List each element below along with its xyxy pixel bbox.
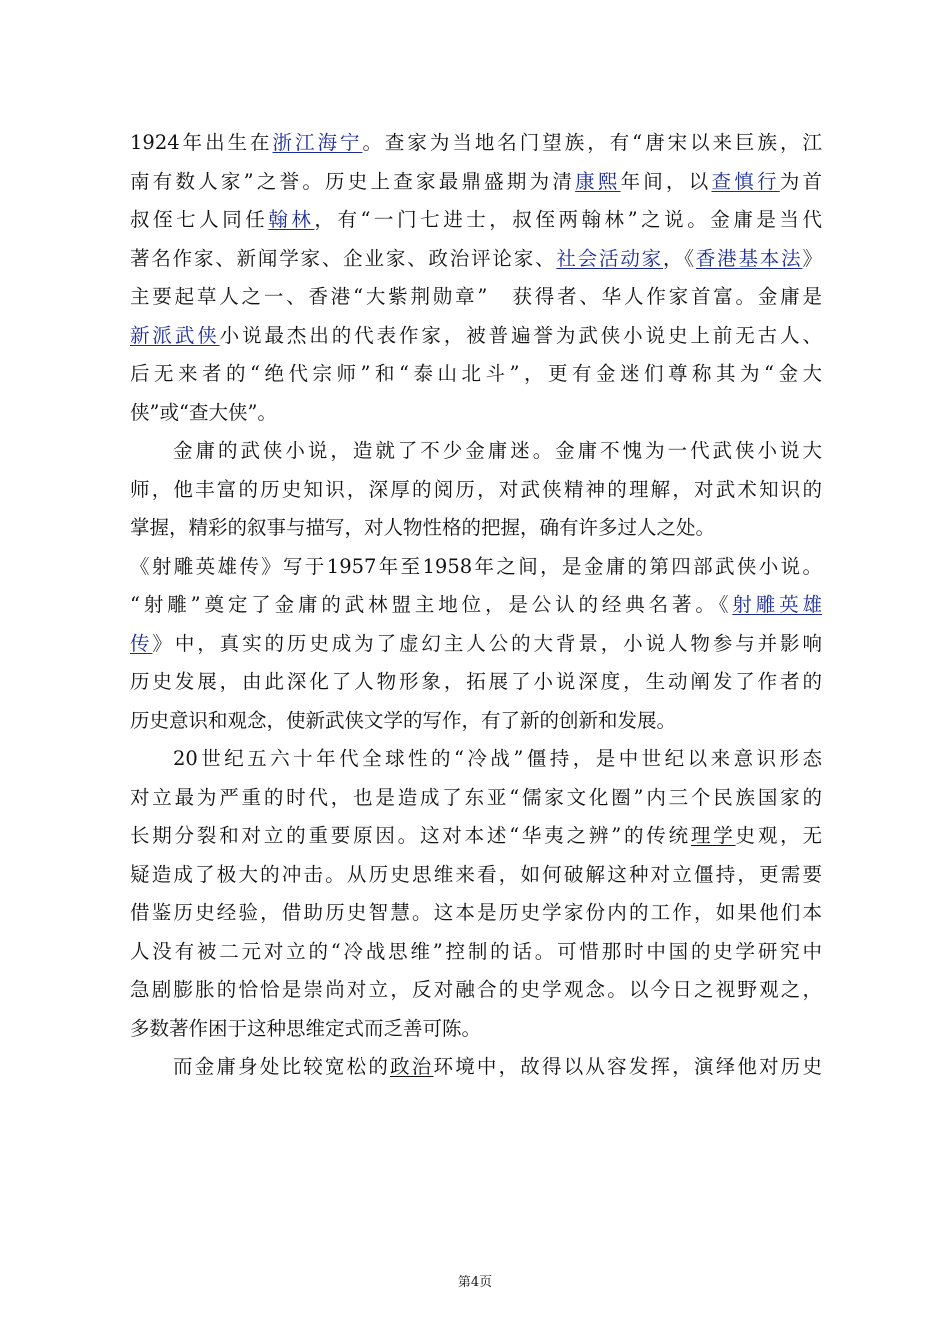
- p2-line-2: [130, 471, 822, 510]
- p2-line-4: [130, 548, 822, 587]
- p3-l2-text: 对立最为严重的时代，也是造成了东亚“儒家文化圈”内三个民族国家的: [130, 785, 822, 809]
- p1-l4-text-c: 》: [802, 246, 822, 270]
- p2-line-1: [130, 432, 822, 471]
- p1-line-3: [130, 201, 822, 240]
- p2-l5-text-a: “射雕”奠定了金庸的武林盟主地位，是公认的经典名著。《: [130, 593, 733, 616]
- p3-line-1: [130, 740, 822, 779]
- p3-line-3: [130, 817, 822, 856]
- p3-l8-text: 多数著作困于这种思维定式而乏善可陈。: [130, 1016, 482, 1040]
- p1-l3-text-a: 叔侄七人同任: [130, 208, 269, 231]
- p4-l1-text-a: 而金庸身处比较宽松的: [173, 1055, 391, 1078]
- p1-line-4: [130, 240, 822, 279]
- underlined-lixue: 理学: [690, 824, 736, 847]
- p2-line-5: [130, 586, 822, 625]
- p1-l7-text: 后无来者的“绝代宗师”和“泰山北斗”，更有金迷们尊称其为“金大: [130, 362, 822, 385]
- p3-l3-text-b: 史观，无: [735, 824, 822, 847]
- p3-line-2: [130, 779, 822, 818]
- p2-l1-text: 金庸的武侠小说，造就了不少金庸迷。金庸不愧为一代武侠小说大: [173, 439, 822, 462]
- link-zha-shenxing[interactable]: 查慎行: [711, 169, 780, 193]
- p2-l7-text: 历史发展，由此深化了人物形象，拓展了小说深度，生动阐发了作者的: [130, 670, 822, 693]
- p3-l4-text: 疑造成了极大的冲击。从历史思维来看，如何破解这种对立僵持，更需要: [130, 862, 822, 886]
- p1-line-7: [130, 355, 822, 394]
- p1-l2-text-c: 为首: [779, 169, 822, 193]
- p3-l7-text: 急剧膨胀的恰恰是崇尚对立，反对融合的史学观念。以今日之视野观之，: [130, 978, 822, 1001]
- p3-line-7: [130, 971, 822, 1010]
- p3-l5-text: 借鉴历史经验，借助历史智慧。这本是历史学家份内的工作，如果他们本: [130, 901, 822, 924]
- p1-l3-text-b: ，有“一门七进士，叔侄两翰林”之说。金庸是当代: [314, 208, 822, 231]
- link-shediao-1[interactable]: 射雕英雄: [732, 593, 822, 616]
- p3-l3-text-a: 长期分裂和对立的重要原因。这对本述“华夷之辨”的传统: [130, 824, 691, 847]
- p1-line-8: [130, 394, 822, 433]
- p2-l3-text: 掌握，精彩的叙事与描写，对人物性格的把握，确有许多过人之处。: [130, 516, 716, 539]
- underlined-zhengzhi: 政治: [390, 1055, 434, 1078]
- p2-line-6: [130, 625, 822, 664]
- p1-l1-text-b: 。查家为当地名门望族，有“唐宋以来巨族，江: [362, 131, 822, 154]
- link-hanlin[interactable]: 翰林: [268, 208, 315, 231]
- p2-line-8: [130, 702, 822, 741]
- p2-l8-text: 历史意识和观念，使新武侠文学的写作，有了新的创新和发展。: [130, 708, 677, 732]
- p2-l6-text-b: 》中，真实的历史成为了虚幻主人公的大背景，小说人物参与并影响: [152, 631, 822, 655]
- p2-l2-text: 师，他丰富的历史知识，深厚的阅历，对武侠精神的理解，对武术知识的: [130, 477, 822, 501]
- page-number: 第4页: [457, 1275, 493, 1290]
- p1-line-5: [130, 278, 822, 317]
- p2-l4-text: 《射雕英雄传》写于1957年至1958年之间，是金庸的第四部武侠小说。: [130, 554, 822, 578]
- p4-l1-text-b: 环境中，故得以从容发挥，演绎他对历史: [433, 1055, 822, 1078]
- p1-l4-text-a: 著名作家、新闻学家、企业家、政治评论家、: [130, 246, 557, 270]
- p1-line-1: [130, 124, 822, 163]
- p3-l6-text: 人没有被二元对立的“冷战思维”控制的话。可惜那时中国的史学研究中: [130, 939, 822, 963]
- link-shediao-2[interactable]: 传: [130, 631, 153, 655]
- p1-l2-text-a: 南有数人家”之誉。历史上查家最鼎盛期为清: [130, 169, 576, 193]
- p1-l1-text-a: 1924年出生在: [130, 131, 273, 154]
- p3-line-5: [130, 894, 822, 933]
- p3-line-4: [130, 856, 822, 895]
- p4-line-1: [130, 1048, 822, 1087]
- link-kangxi[interactable]: 康熙: [575, 169, 621, 193]
- p1-line-6: [130, 317, 822, 356]
- p3-l1-text: 20世纪五六十年代全球性的“冷战”僵持，是中世纪以来意识形态: [173, 747, 822, 770]
- p1-l8-text: 侠”或“查大侠”。: [130, 400, 277, 424]
- body-text: [130, 124, 822, 1087]
- p1-l4-text-b: ，《: [662, 246, 696, 270]
- link-zhejiang-haining[interactable]: 浙江海宁: [272, 131, 363, 154]
- p2-line-7: [130, 663, 822, 702]
- p1-line-2: [130, 163, 822, 202]
- link-social-activist[interactable]: 社会活动家: [556, 246, 663, 270]
- p1-l2-text-b: 年间，以: [620, 169, 712, 193]
- link-hk-basic-law[interactable]: 香港基本法: [695, 246, 803, 270]
- p3-line-8: [130, 1010, 822, 1049]
- p3-line-6: [130, 933, 822, 972]
- p1-l6-text-b: 小说最杰出的代表作家，被普遍誉为武侠小说史上前无古人、: [219, 323, 822, 347]
- link-new-wuxia[interactable]: 新派武侠: [130, 323, 220, 347]
- p2-line-3: [130, 509, 822, 548]
- p1-l5-text: 主要起草人之一、香港“大紫荆勋章” 获得者、华人作家首富。金庸是: [130, 285, 822, 308]
